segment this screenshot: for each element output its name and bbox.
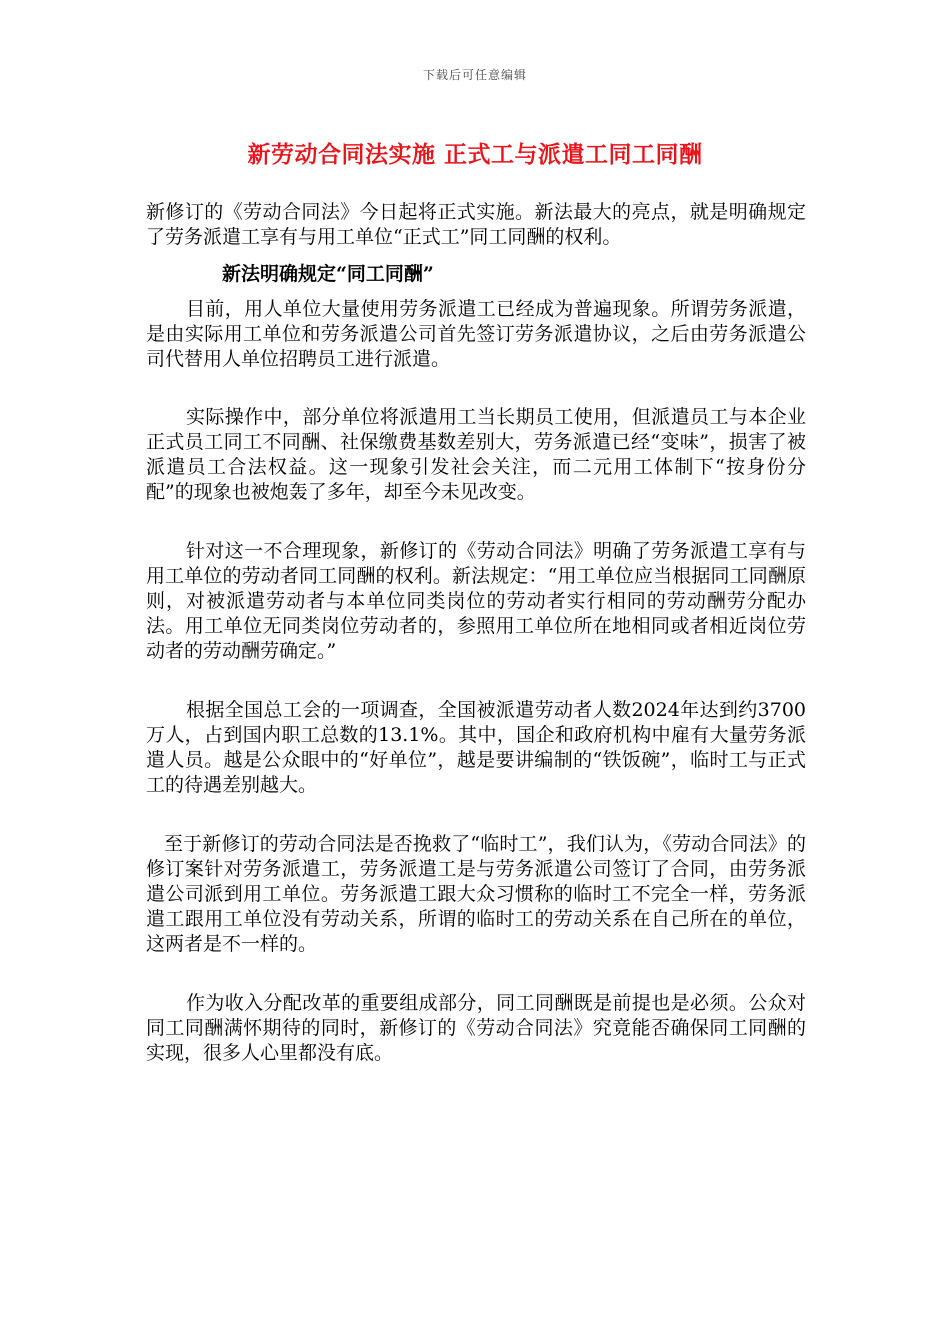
body-paragraph-2: 实际操作中，部分单位将派遣用工当长期员工使用，但派遣员工与本企业正式员工同工不同酬、社保缴费基数差别大，劳务派遣已经“变味”，损害了被派遣员工合法权益。这一现象引发社会关注，而二元用工体制下“按身份分配”的现象也被炮轰了多年，却至今未见改变。 bbox=[146, 406, 806, 503]
body-paragraph-6: 作为收入分配改革的重要组成部分，同工同酬既是前提也是必须。公众对同工同酬满怀期待的同时，新修订的《劳动合同法》究竟能否确保同工同酬的实现，很多人心里都没有底。 bbox=[146, 992, 806, 1064]
document-title: 新劳动合同法实施 正式工与派遣工同工同酬 bbox=[247, 141, 703, 168]
document-body bbox=[146, 200, 806, 1066]
body-paragraph-3: 针对这一不合理现象，新修订的《劳动合同法》明确了劳务派遣工享有与用工单位的劳动者同工同酬的权利。新法规定：“用工单位应当根据同工同酬原则，对被派遣劳动者与本单位同类岗位的劳动者实行相同的劳动酬劳分配办法。用工单位无同类岗位劳动者的，参照用工单位所在地相同或者相近岗位劳动者的劳动酬劳确定。” bbox=[146, 540, 806, 662]
body-paragraph-4: 根据全国总工会的一项调查，全国被派遣劳动者人数2024年达到约3700万人，占到国内职工总数的13.1%。其中，国企和政府机构中雇有大量劳务派遣人员。越是公众眼中的“好单位”，越是要讲编制的“铁饭碗”，临时工与正式工的待遇差别越大。 bbox=[146, 699, 806, 796]
body-paragraph-1: 目前，用人单位大量使用劳务派遣工已经成为普遍现象。所谓劳务派遣，是由实际用工单位和劳务派遣公司首先签订劳务派遣协议，之后由劳务派遣公司代替用人单位招聘员工进行派遣。 bbox=[146, 298, 806, 370]
body-paragraph-5: 至于新修订的劳动合同法是否挽救了“临时工”，我们认为，《劳动合同法》的修订案针对劳务派遣工，劳务派遣工是与劳务派遣公司签订了合同，由劳务派遣公司派到用工单位。劳务派遣工跟大众习惯称的临时工不完全一样，劳务派遣工跟用工单位没有劳动关系，所谓的临时工的劳动关系在自己所在的单位，这两者是不一样的。 bbox=[146, 833, 806, 955]
intro-paragraph: 新修订的《劳动合同法》今日起将正式实施。新法最大的亮点，就是明确规定了劳务派遣工享有与用工单位“正式工”同工同酬的权利。 bbox=[146, 201, 806, 248]
section-subheading: 新法明确规定“同工同酬” bbox=[222, 263, 434, 285]
header-note: 下载后可任意编辑 bbox=[422, 68, 527, 82]
